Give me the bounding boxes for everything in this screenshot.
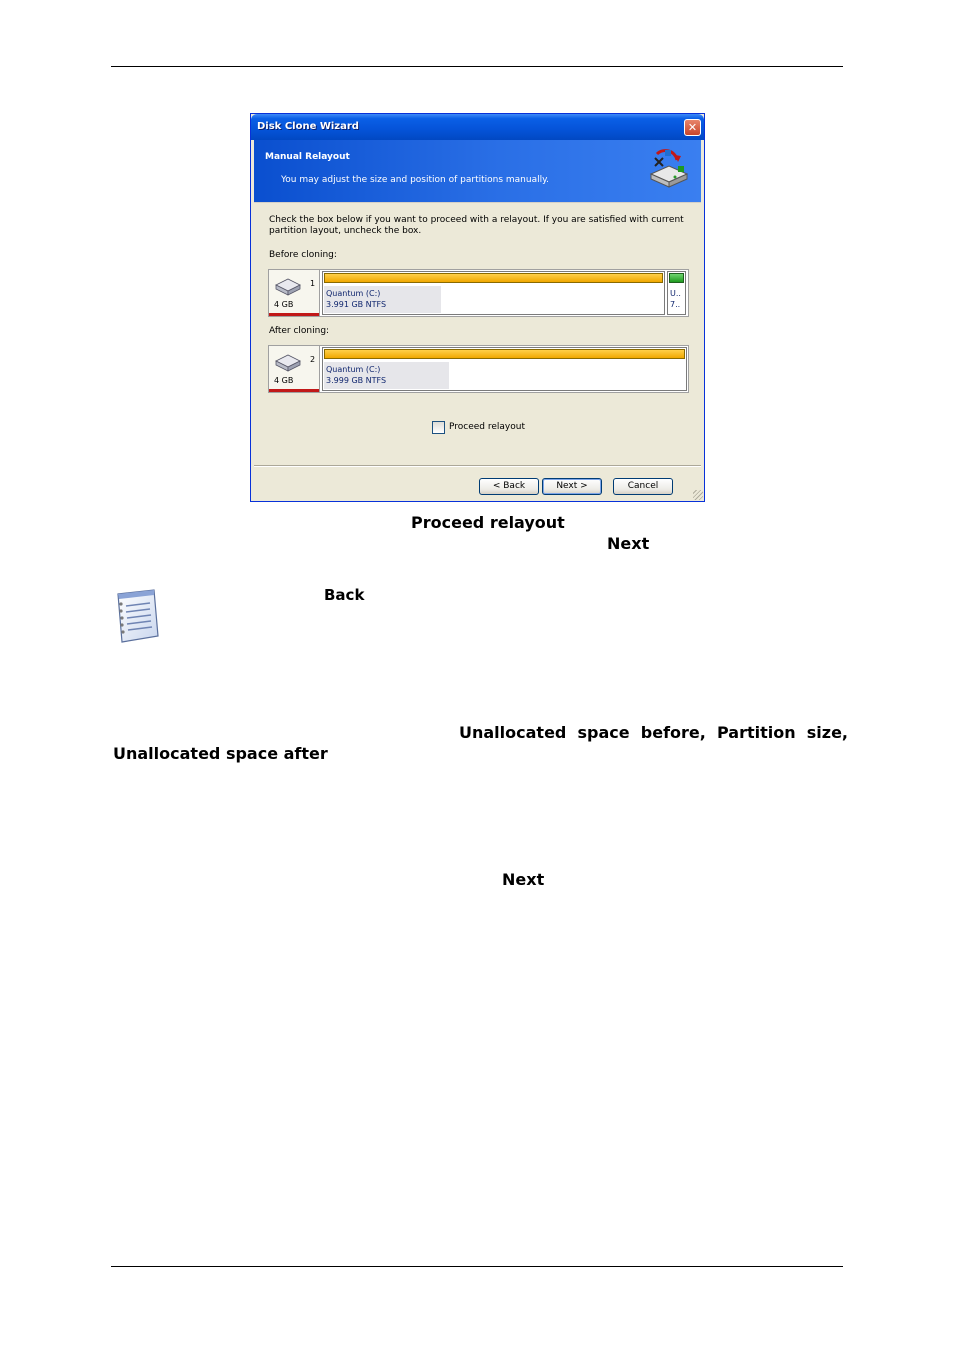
back-text: Back <box>324 586 365 604</box>
note-icon <box>108 586 164 646</box>
disk-info <box>269 346 320 392</box>
footer-separator-highlight <box>254 466 701 467</box>
wizard-header <box>254 140 701 202</box>
disk-number: 1 <box>310 279 316 288</box>
back-button[interactable]: < Back <box>479 478 539 495</box>
proceed-relayout-checkbox[interactable] <box>432 421 445 434</box>
unallocated-space-before[interactable] <box>667 271 686 315</box>
before-cloning-label: Before cloning: <box>269 250 337 260</box>
partition-size: 3.991 GB NTFS <box>326 300 387 309</box>
instructions-text: Check the box below if you want to proceed with a relayout. If you are satisfied with current partition layout, uncheck the box. <box>269 215 684 236</box>
disk-info <box>269 270 320 316</box>
partition-details <box>324 362 449 389</box>
next-text-2: Next <box>502 870 545 889</box>
disk-before-cloning[interactable] <box>268 269 689 317</box>
disk-accent-bar <box>269 313 319 316</box>
step-title: Manual Relayout <box>265 152 350 162</box>
step-subtitle: You may adjust the size and position of partitions manually. <box>281 175 549 185</box>
top-rule <box>111 66 843 67</box>
close-button[interactable] <box>684 119 701 136</box>
disk-number: 2 <box>310 355 316 364</box>
unallocated-fields-line1: Unallocated space before, Partition size, <box>459 723 849 742</box>
after-cloning-label: After cloning: <box>269 326 330 336</box>
close-icon: ✕ <box>687 121 698 134</box>
partition-c-before[interactable] <box>322 271 665 315</box>
title-bar[interactable] <box>251 114 704 140</box>
proceed-relayout-text: Proceed relayout <box>411 513 565 532</box>
next-button[interactable]: Next > <box>542 478 602 495</box>
resize-grip[interactable] <box>693 490 703 500</box>
partition-name: Quantum (C:) <box>326 365 381 374</box>
unallocated-fields-line2: Unallocated space after <box>113 744 328 763</box>
bottom-rule <box>111 1266 843 1267</box>
unallocated-details <box>669 286 684 313</box>
partition-bar <box>324 273 663 283</box>
hard-disk-icon <box>275 352 301 372</box>
disk-size: 4 GB <box>274 300 294 309</box>
disk-clone-wizard-dialog <box>250 113 705 502</box>
wizard-body <box>254 203 701 465</box>
partition-bar <box>324 349 685 359</box>
next-text: Next <box>607 534 650 553</box>
partition-details <box>324 286 441 313</box>
partition-name: Quantum (C:) <box>326 289 381 298</box>
unallocated-bar <box>669 273 684 283</box>
disk-accent-bar <box>269 389 319 392</box>
disk-after-cloning[interactable] <box>268 345 689 393</box>
partition-c-after[interactable] <box>322 347 687 391</box>
proceed-relayout-label[interactable]: Proceed relayout <box>449 422 525 432</box>
unallocated-size: 7.. <box>670 300 681 309</box>
partition-size: 3.999 GB NTFS <box>326 376 387 385</box>
unallocated-name: U.. <box>670 289 681 298</box>
window-title: Disk Clone Wizard <box>257 121 359 132</box>
hard-disk-icon <box>275 276 301 296</box>
disk-clone-icon <box>645 146 693 194</box>
disk-size: 4 GB <box>274 376 294 385</box>
cancel-button[interactable]: Cancel <box>613 478 673 495</box>
